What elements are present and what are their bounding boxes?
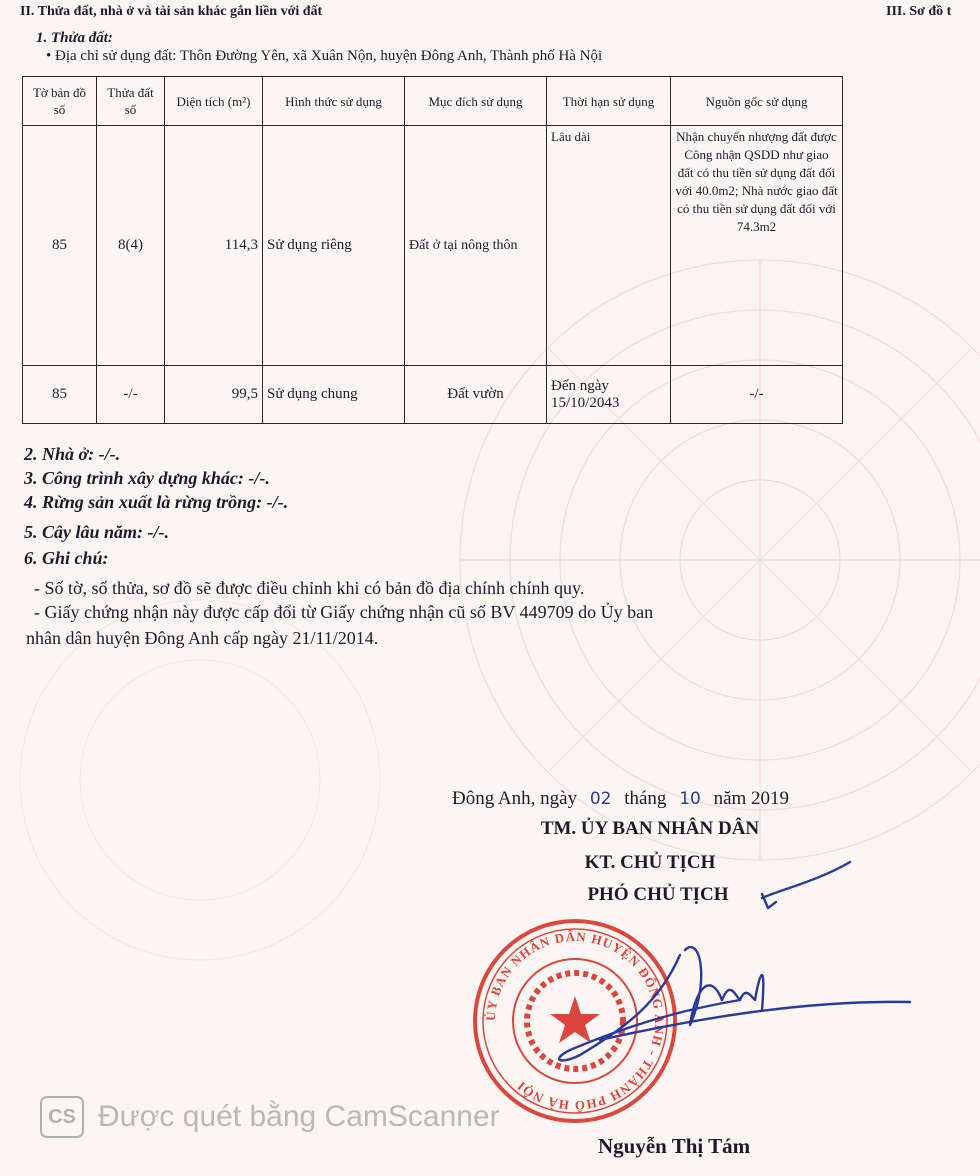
date-year: năm 2019: [713, 788, 790, 809]
stamp-ring-text: ỦY BAN NHÂN DÂN HUYỆN ĐÔNG ANH - THÀNH PHỐ HÀ NỘI: [482, 928, 668, 1114]
parcel-address: • Địa chỉ sử dụng đất: Thôn Đường Yên, xã Xuân Nộn, huyện Đông Anh, Thành phố Hà Nội: [46, 48, 603, 64]
col-header-origin: Nguồn gốc sử dụng: [671, 77, 843, 126]
col-header-area: Diện tích (m²): [165, 77, 263, 126]
camscanner-watermark-text: Được quét bằng CamScanner: [98, 1100, 500, 1133]
cell-parcel-no: 8(4): [97, 126, 165, 366]
item-forest: 4. Rừng sản xuất là rừng trồng: -/-.: [24, 492, 289, 512]
date-prefix: Đông Anh, ngày: [452, 788, 578, 809]
note-line-1: - Số tờ, số thửa, sơ đồ sẽ được điều chỉnh khi có bản đồ địa chính chính quy.: [34, 578, 585, 598]
camscanner-logo: CS: [40, 1096, 84, 1138]
cell-purpose: Đất vườn: [405, 366, 547, 424]
cell-sheet-no: 85: [23, 126, 97, 366]
note-line-2: - Giấy chứng nhận này được cấp đổi từ Giấy chứng nhận cũ số BV 449709 do Ủy ban: [34, 602, 654, 622]
col-header-use-form: Hình thức sử dụng: [263, 77, 405, 126]
cell-sheet-no: 85: [23, 366, 97, 424]
item-perennial: 5. Cây lâu năm: -/-.: [24, 522, 170, 542]
cell-origin: Nhận chuyển nhượng đất được Công nhận QSDD như giao đất có thu tiền sử dụng đất đối với 40.0m2; Nhà nước giao đất có thu tiền sử dụng đất đối với 74.3m2: [671, 126, 843, 366]
land-parcel-table: [22, 76, 843, 424]
col-header-sheet-no: Tờ bản đồ số: [23, 77, 97, 126]
cell-area: 99,5: [165, 366, 263, 424]
sign-line-vice-chairman: PHÓ CHỦ TỊCH: [587, 884, 729, 905]
cell-parcel-no: -/-: [97, 366, 165, 424]
sign-line-committee: TM. ỦY BAN NHÂN DÂN: [540, 818, 760, 839]
date-month: 10: [679, 789, 701, 809]
col-header-purpose: Mục đích sử dụng: [405, 77, 547, 126]
date-month-label: tháng: [624, 788, 667, 809]
cell-origin: -/-: [671, 366, 843, 424]
section-title-parcel-house: II. Thửa đất, nhà ở và tài sản khác gắn liền với đất: [20, 4, 323, 19]
cell-term: Lâu dài: [547, 126, 671, 366]
parcel-heading: 1. Thửa đất:: [36, 30, 113, 46]
cell-term: Đến ngày 15/10/2043: [547, 366, 671, 424]
cell-area: 114,3: [165, 126, 263, 366]
item-house: 2. Nhà ở: -/-.: [24, 444, 121, 464]
signer-name: Nguyễn Thị Tám: [598, 1134, 751, 1158]
cell-use-form: Sử dụng riêng: [263, 126, 405, 366]
signature-handwriting: [540, 850, 920, 1070]
col-header-term: Thời hạn sử dụng: [547, 77, 671, 126]
item-other-works: 3. Công trình xây dựng khác: -/-.: [24, 468, 270, 488]
cell-use-form: Sử dụng chung: [263, 366, 405, 424]
cell-purpose: Đất ở tại nông thôn: [405, 126, 547, 366]
sign-date-line: [452, 788, 789, 810]
sign-line-kt-chairman: KT. CHỦ TỊCH: [584, 852, 716, 873]
table-row: [23, 126, 843, 366]
table-header-row: [23, 77, 843, 126]
date-day: 02: [589, 789, 612, 809]
notes-heading: 6. Ghi chú:: [24, 548, 109, 568]
col-header-parcel-no: Thửa đất số: [97, 77, 165, 126]
table-row: [23, 366, 843, 424]
note-line-3: nhân dân huyện Đông Anh cấp ngày 21/11/2014.: [26, 628, 379, 648]
section-title-diagram: III. Sơ đồ t: [886, 4, 952, 19]
